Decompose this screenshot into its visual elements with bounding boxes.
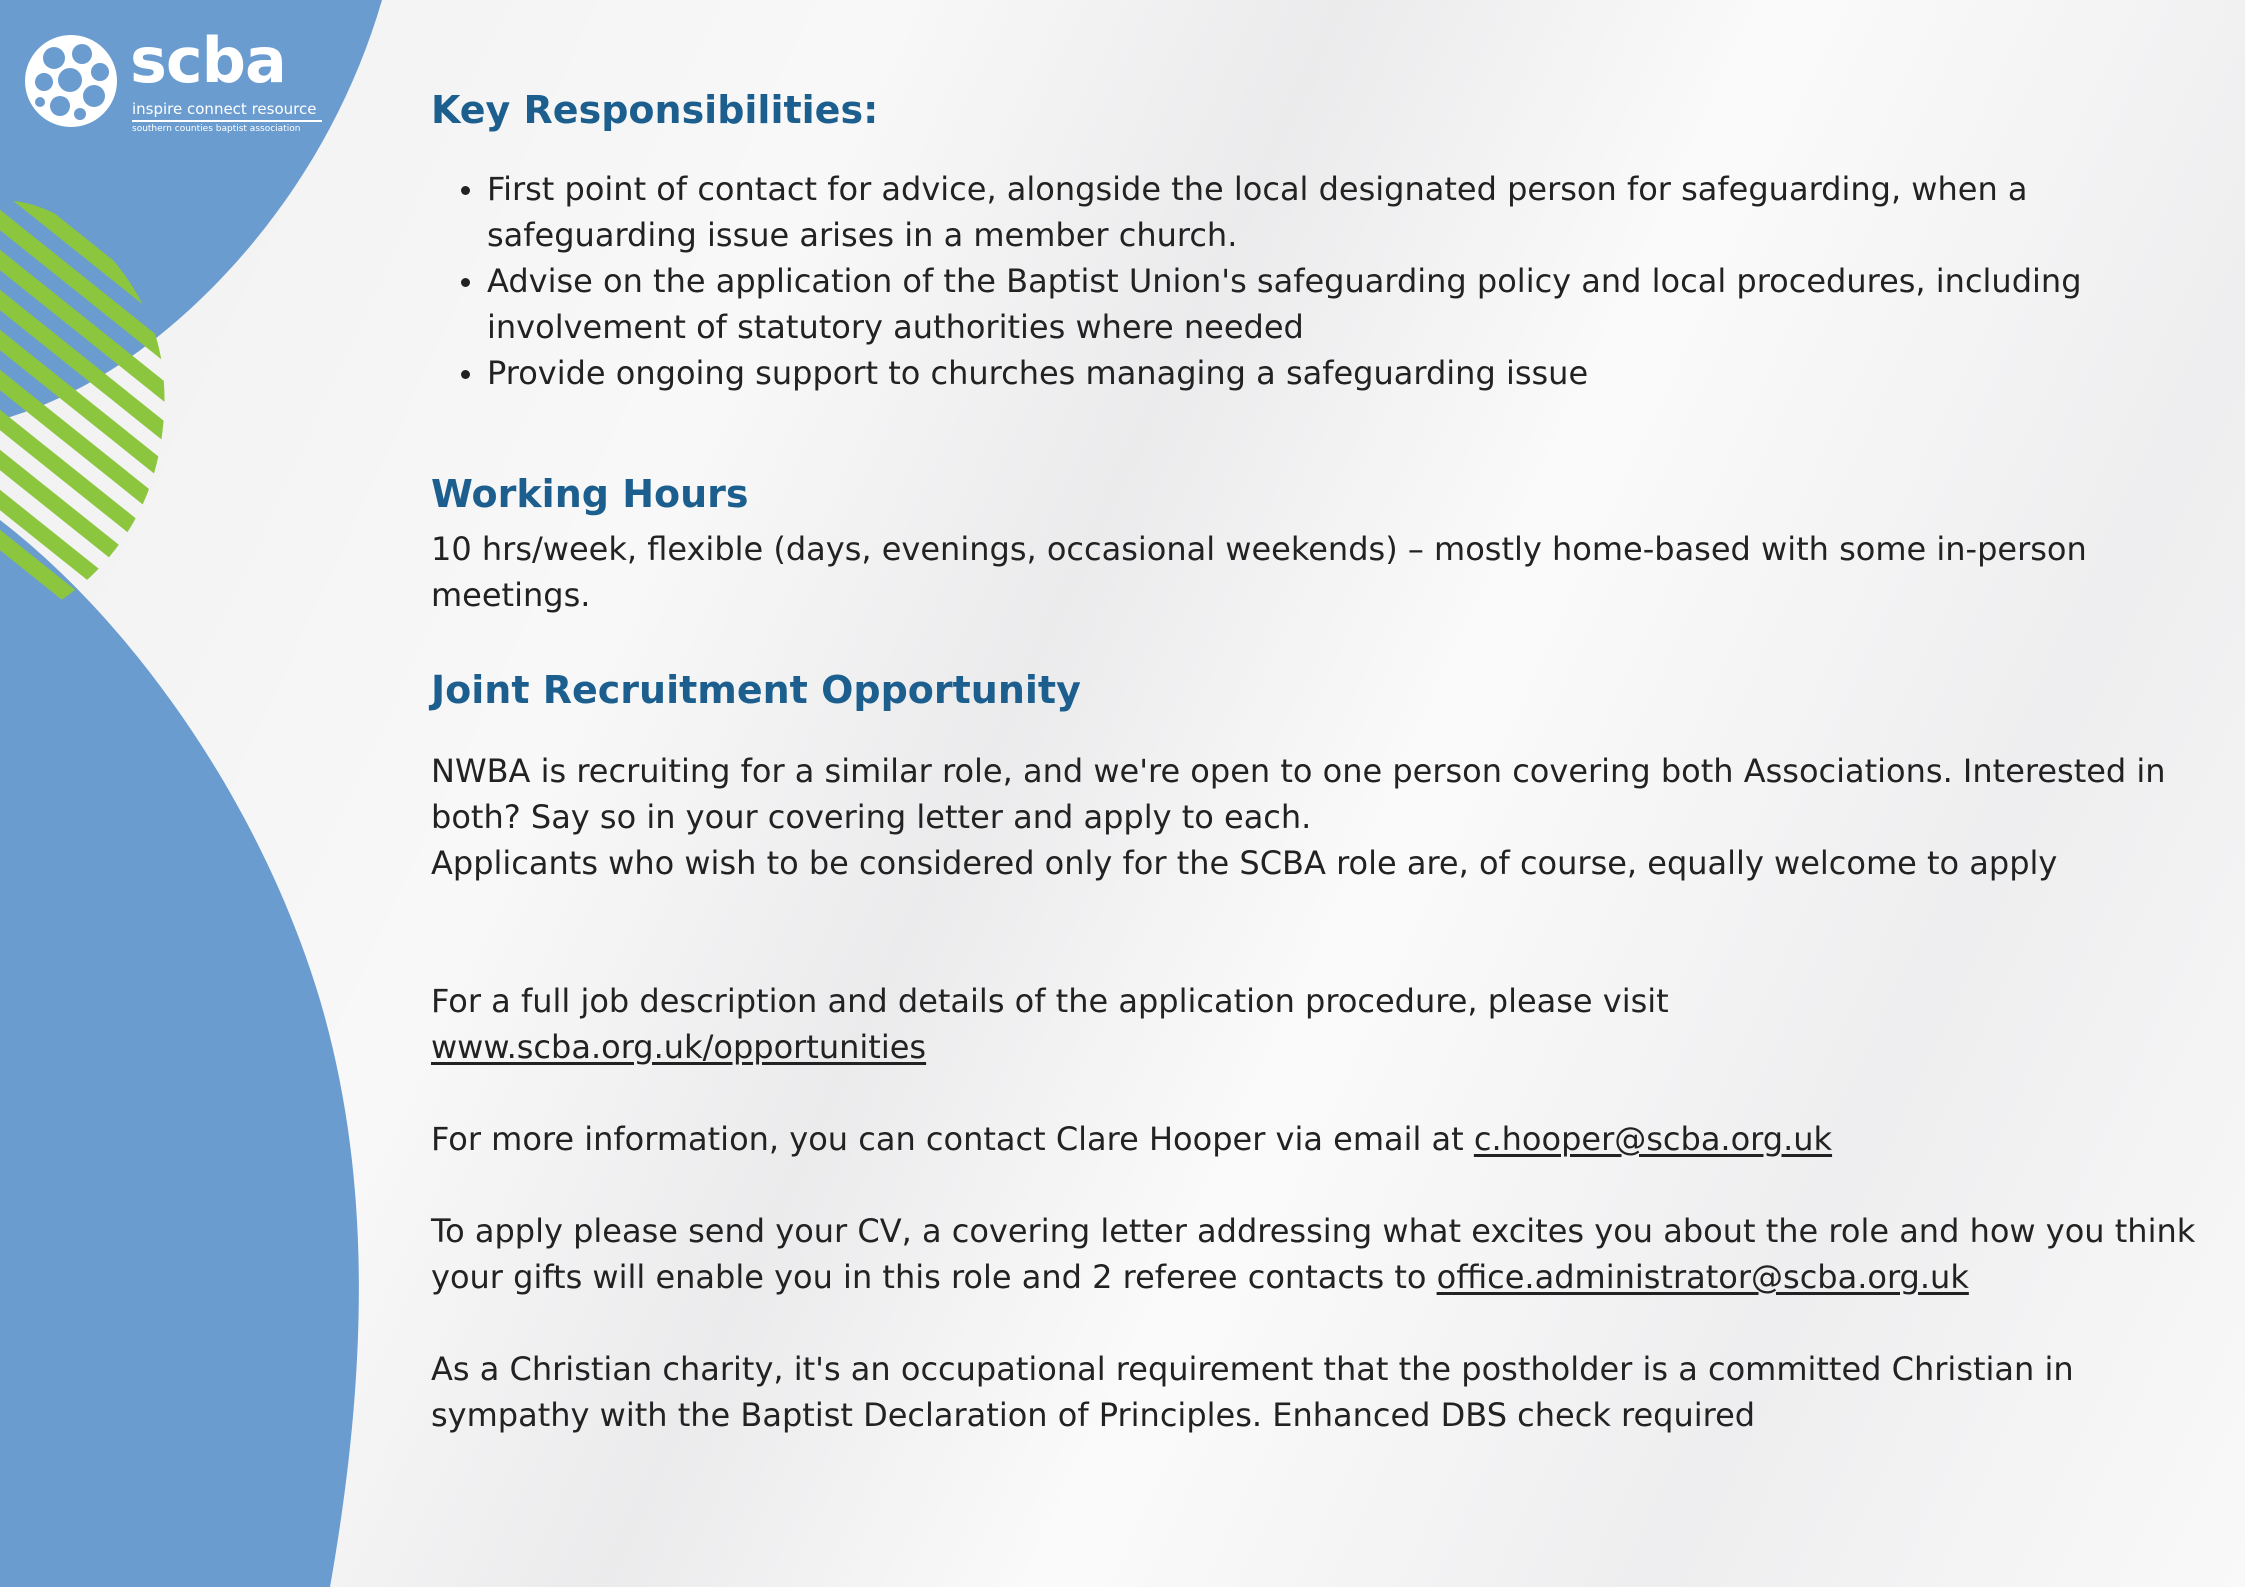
requirement-text: As a Christian charity, it's an occupational requirement that the postholder is a committed Christian in sympathy with the Baptist Declaration of Principles. Enhanced DBS check required	[431, 1350, 2074, 1434]
list-item: Advise on the application of the Baptist Union's safeguarding policy and local procedures, including involvement of statutory authorities where needed	[487, 258, 2201, 350]
logo-tagline: inspire connect resource	[132, 100, 317, 118]
apply-email-link[interactable]: office.administrator@scba.org.uk	[1436, 1258, 1969, 1296]
apply-text	[431, 1208, 2201, 1300]
joint-recruitment-heading: Joint Recruitment Opportunity	[431, 668, 1081, 712]
main-content	[431, 78, 2201, 1438]
logo-wordmark: scba	[130, 24, 286, 97]
job-description-text: For a full job description and details of the application procedure, please visit	[431, 982, 1669, 1020]
working-hours-heading: Working Hours	[431, 472, 749, 516]
responsibilities-list	[431, 166, 2201, 396]
working-hours-text: 10 hrs/week, flexible (days, evenings, occasional weekends) – mostly home-based with some in-person meetings.	[431, 530, 2087, 614]
circles-cluster-icon	[24, 34, 118, 128]
contact-text	[431, 1116, 2201, 1162]
list-item: Provide ongoing support to churches managing a safeguarding issue	[487, 350, 2201, 396]
joint-recruitment-para: NWBA is recruiting for a similar role, and we're open to one person covering both Associations. Interested in both? Say so in your covering letter and apply to each.	[431, 752, 2166, 836]
logo-divider	[132, 120, 322, 122]
bottom-blue-arc	[0, 520, 359, 1587]
scba-logo	[24, 24, 317, 134]
key-responsibilities-heading: Key Responsibilities:	[431, 88, 879, 132]
contact-label: For more information, you can contact Clare Hooper via email at	[431, 1120, 1474, 1158]
job-description-link-line	[431, 1024, 2201, 1070]
contact-email-link[interactable]: c.hooper@scba.org.uk	[1473, 1120, 1833, 1158]
apply-label: To apply please send your CV, a covering letter addressing what excites you about the role and how you think your gifts will enable you in this role and 2 referee contacts to	[431, 1212, 2196, 1296]
logo-subline: southern counties baptist association	[132, 124, 301, 134]
joint-recruitment-note: Applicants who wish to be considered only for the SCBA role are, of course, equally welcome to apply	[431, 844, 2058, 882]
opportunities-link[interactable]: www.scba.org.uk/opportunities	[431, 1028, 927, 1066]
list-item: First point of contact for advice, alongside the local designated person for safeguarding, when a safeguarding issue arises in a member church.	[487, 166, 2201, 258]
